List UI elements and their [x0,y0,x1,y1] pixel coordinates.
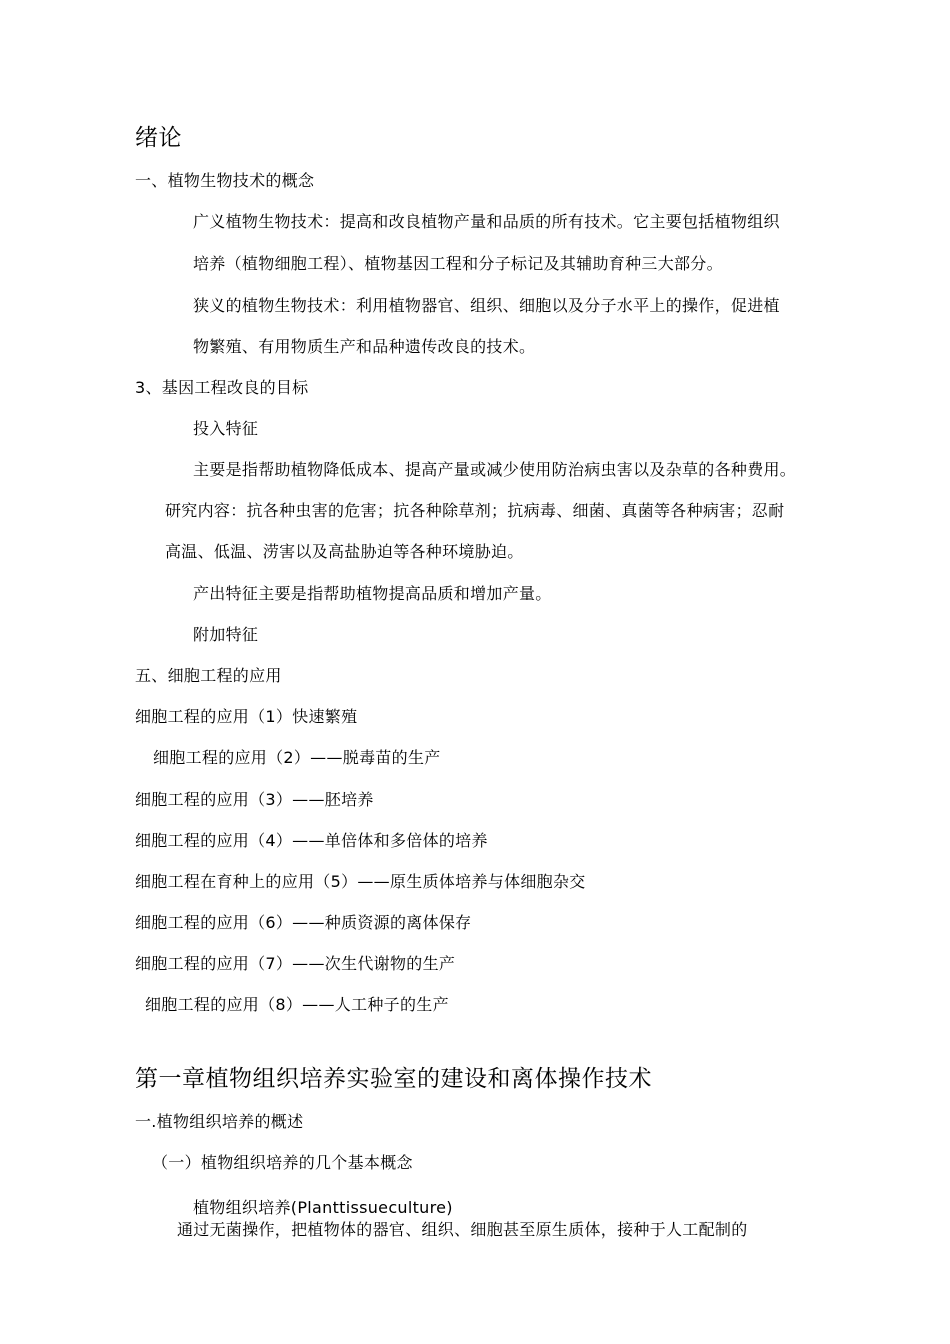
heading-intro: 绪论 [135,125,182,151]
list-item-application-7: 细胞工程的应用（7）——次生代谢物的生产 [135,954,456,973]
list-item-application-3: 细胞工程的应用（3）——胚培养 [135,790,374,809]
chapter-section-overview: 一.植物组织培养的概述 [135,1112,304,1131]
section-title-concept: 一、植物生物技术的概念 [135,171,315,190]
paragraph-input-traits: 主要是指帮助植物降低成本、提高产量或减少使用防治病虫害以及杂草的各种费用。 [193,460,797,479]
chapter-title: 第一章植物组织培养实验室的建设和离体操作技术 [135,1066,652,1092]
list-item-application-6: 细胞工程的应用（6）——种质资源的离体保存 [135,913,472,932]
section-title-genetic-goals: 3、基因工程改良的目标 [135,378,309,397]
list-item-application-4: 细胞工程的应用（4）——单倍体和多倍体的培养 [135,831,488,850]
paragraph-output-traits: 产出特征主要是指帮助植物提高品质和增加产量。 [193,584,552,603]
paragraph-broad-definition-line-1: 广义植物生物技术：提高和改良植物产量和品质的所有技术。它主要包括植物组织 [193,212,780,231]
list-item-application-2: 细胞工程的应用（2）——脱毒苗的生产 [153,748,441,767]
paragraph-research-line-2: 高温、低温、涝害以及高盐胁迫等各种环境胁迫。 [165,542,524,561]
subheading-input-traits: 投入特征 [193,419,259,438]
paragraph-narrow-definition-line-2: 物繁殖、有用物质生产和品种遗传改良的技术。 [193,337,536,356]
paragraph-research-line-1: 研究内容：抗各种虫害的危害；抗各种除草剂；抗病毒、细菌、真菌等各种病害；忍耐 [165,501,785,520]
term-definition: 通过无菌操作，把植物体的器官、组织、细胞甚至原生质体，接种于人工配制的 [177,1220,748,1239]
list-item-application-1: 细胞工程的应用（1）快速繁殖 [135,707,358,726]
paragraph-broad-definition-line-2: 培养（植物细胞工程）、植物基因工程和分子标记及其辅助育种三大部分。 [193,254,723,273]
term-plant-tissue-culture: 植物组织培养(Planttissueculture) [193,1198,453,1217]
section-title-cell-engineering: 五、细胞工程的应用 [135,666,282,685]
paragraph-narrow-definition-line-1: 狭义的植物生物技术：利用植物器官、组织、细胞以及分子水平上的操作，促进植 [193,296,780,315]
list-item-application-8: 细胞工程的应用（8）——人工种子的生产 [145,995,449,1014]
chapter-subsection-basic-concepts: （一）植物组织培养的几个基本概念 [152,1153,413,1172]
list-item-application-5: 细胞工程在育种上的应用（5）——原生质体培养与体细胞杂交 [135,872,586,891]
subheading-addon-traits: 附加特征 [193,625,259,644]
